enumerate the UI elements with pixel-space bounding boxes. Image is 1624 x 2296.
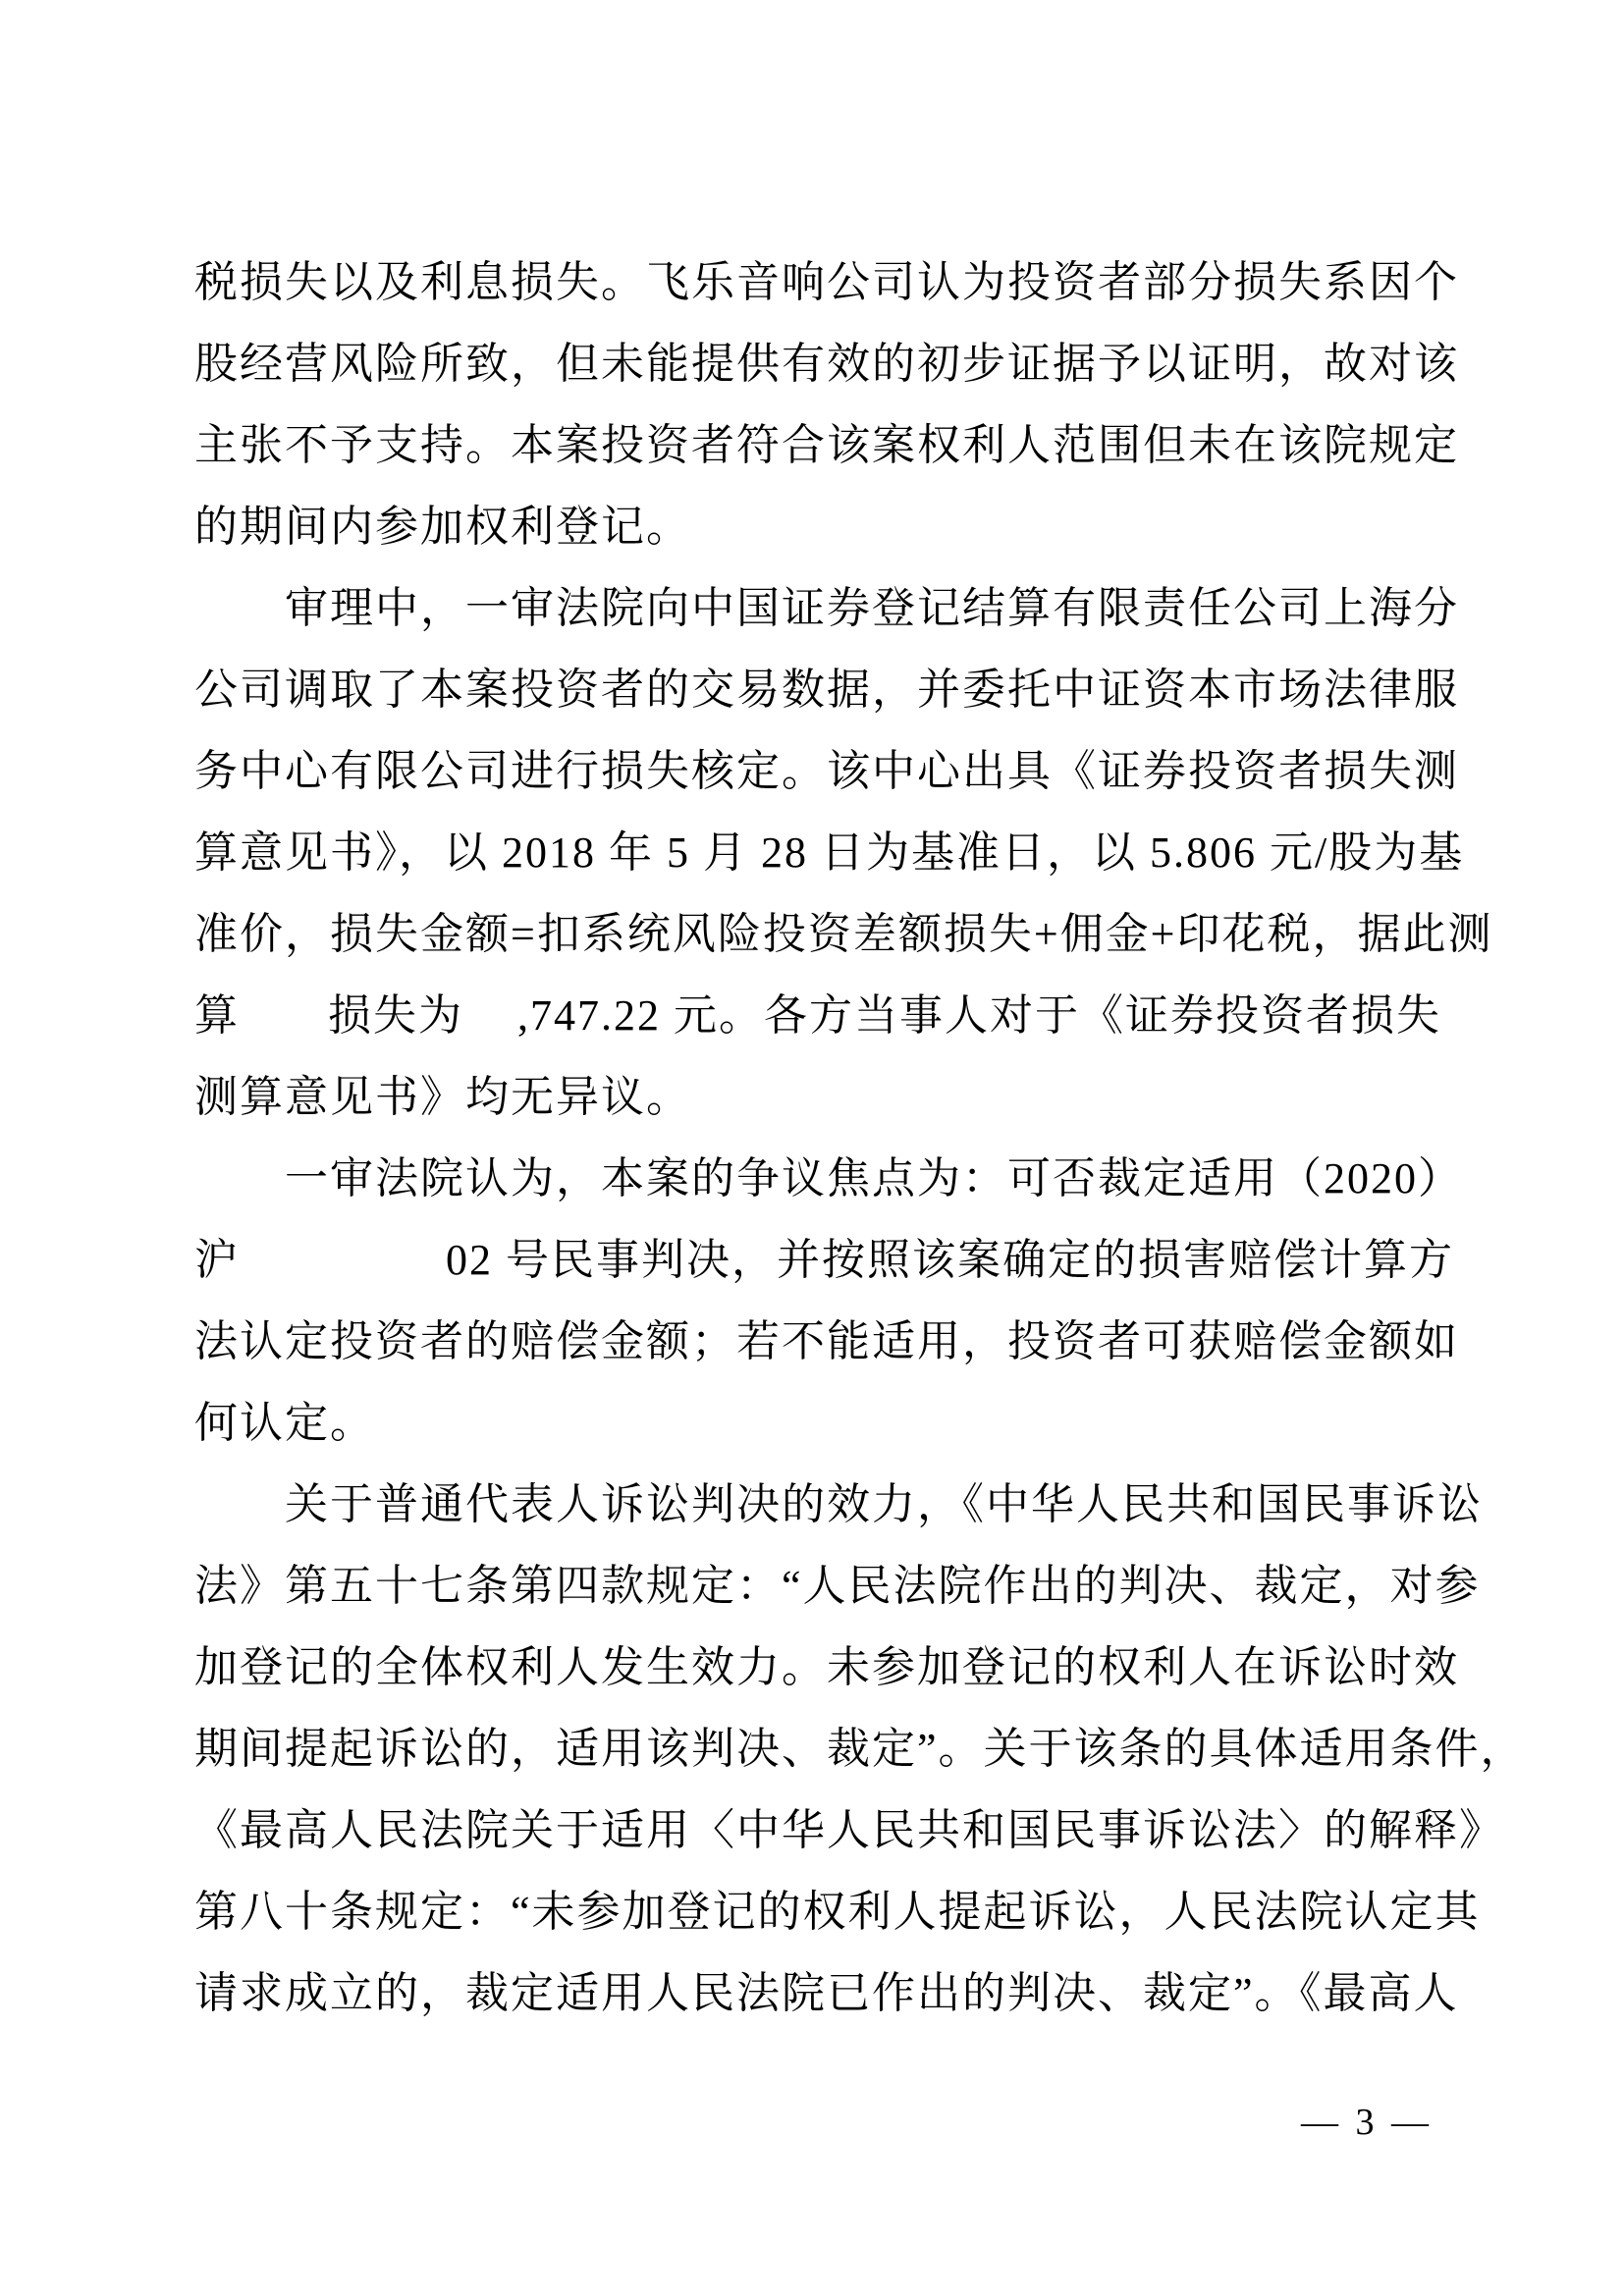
text-line [194,1789,1504,1871]
redaction-gap [463,1029,517,1030]
text-segment: 法认定投资者的赔偿金额；若不能适用，投资者可获赔偿金额如 [194,1317,1459,1365]
text-line [194,1464,1483,1545]
text-line [194,1627,1471,1708]
text-segment: 务中心有限公司进行损失核定。该中心出具《证券投资者损失测 [194,747,1459,795]
text-segment: 沪 [194,1236,240,1284]
page-number: — 3 — [1301,2102,1433,2143]
text-line [194,404,1471,486]
text-segment: 税损失以及利息损失。飞乐音响公司认为投资者部分损失系因个 [194,258,1459,306]
text-line [194,1301,1471,1382]
text-line [194,1056,1471,1138]
document-text-block [194,241,1526,2034]
text-segment: 02 号民事判决，并按照该案确定的损害赔偿计算方 [446,1236,1454,1284]
text-line [194,1382,1471,1464]
text-line [194,1219,1471,1301]
text-segment: 期间提起诉讼的，适用该判决、裁定”。关于该条的具体适用条件， [194,1725,1526,1773]
text-segment: 准价，损失金额=扣系统风险投资差额损失+佣金+印花税，据此测 [194,910,1493,958]
text-line [194,893,1493,975]
text-segment: 股经营风险所致，但未能提供有效的初步证据予以证明，故对该 [194,340,1459,388]
text-line [194,1708,1526,1789]
text-line [194,323,1471,404]
text-line [194,730,1471,812]
text-segment: 测算意见书》均无异议。 [194,1073,691,1121]
text-line [194,1871,1481,1952]
text-line [194,1545,1481,1627]
text-segment: 的期间内参加权利登记。 [194,503,691,551]
text-segment: 加登记的全体权利人发生效力。未参加登记的权利人在诉讼时效 [194,1643,1459,1691]
text-segment: 何认定。 [194,1399,375,1447]
text-segment: 一审法院认为，本案的争议焦点为：可否裁定适用（2020） [285,1154,1463,1202]
text-segment: 第八十条规定：“未参加登记的权利人提起诉讼，人民法院认定其 [194,1888,1481,1936]
text-segment: 损失为 [328,991,463,1040]
text-line [194,486,1471,567]
text-line [194,241,1471,323]
text-line [194,1138,1471,1219]
text-line [194,975,1471,1056]
text-line [194,1952,1471,2034]
text-segment: 法》第五十七条第四款规定：“人民法院作出的判决、裁定，对参 [194,1562,1481,1610]
text-line [194,567,1471,649]
text-segment: ,747.22 元。各方当事人对于《证券投资者损失 [517,991,1441,1040]
text-segment: 《最高人民法院关于适用〈中华人民共和国民事诉讼法〉的解释》 [194,1806,1504,1854]
text-segment: 算意见书》，以 2018 年 5 月 28 日为基准日，以 5.806 元/股为基 [194,828,1465,877]
text-segment: 主张不予支持。本案投资者符合该案权利人范围但未在该院规定 [194,421,1459,469]
text-segment: 请求成立的，裁定适用人民法院已作出的判决、裁定”。《最高人 [194,1969,1459,2017]
text-line [194,812,1471,893]
text-segment: 算 [194,991,240,1040]
text-segment: 公司调取了本案投资者的交易数据，并委托中证资本市场法律服 [194,666,1459,714]
redaction-gap [240,1029,328,1030]
text-segment: 关于普通代表人诉讼判决的效力，《中华人民共和国民事诉讼 [285,1480,1483,1528]
text-segment: 审理中，一审法院向中国证券登记结算有限责任公司上海分 [285,584,1459,632]
text-line [194,649,1471,730]
redaction-gap [240,1273,446,1274]
